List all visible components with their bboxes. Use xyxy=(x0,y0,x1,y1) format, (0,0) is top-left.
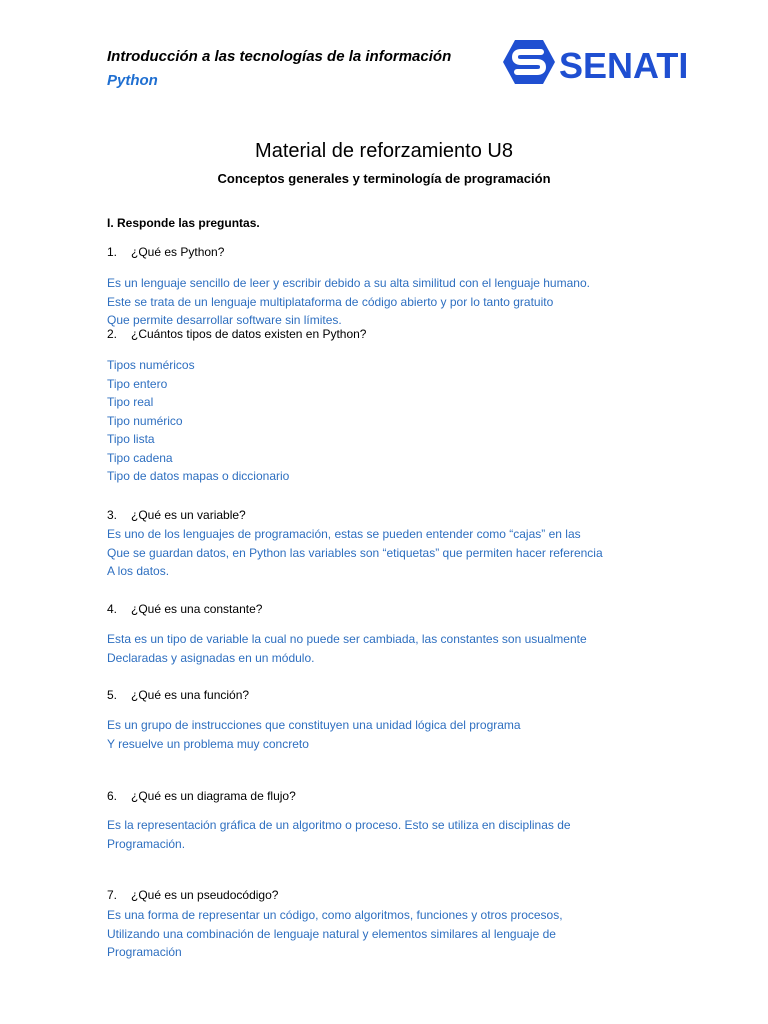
answer-line: Esta es un tipo de variable la cual no puede ser cambiada, las constantes son usualmente xyxy=(107,632,587,646)
answer-line: Es un grupo de instrucciones que constituyen una unidad lógica del programa xyxy=(107,718,521,732)
senati-logo xyxy=(501,38,691,90)
question-text: ¿Qué es una constante? xyxy=(131,602,263,616)
question-4 xyxy=(107,602,262,616)
question-3 xyxy=(107,508,246,522)
subject-title: Python xyxy=(107,72,158,89)
answer-line: Es una forma de representar un código, como algoritmos, funciones y otros procesos, xyxy=(107,908,563,922)
question-1 xyxy=(107,245,224,259)
answer-line: Utilizando una combinación de lenguaje natural y elementos similares al lenguaje de xyxy=(107,926,556,941)
question-7 xyxy=(107,888,278,902)
answer-line: Que se guardan datos, en Python las variables son “etiquetas” que permiten hacer referencia xyxy=(107,545,603,560)
answer-line: Este se trata de un lenguaje multiplataforma de código abierto y por lo tanto gratuito xyxy=(107,294,554,309)
question-6 xyxy=(107,789,296,803)
course-title: Introducción a las tecnologías de la información xyxy=(107,48,452,65)
answer-line: Y resuelve un problema muy concreto xyxy=(107,736,309,751)
question-5 xyxy=(107,688,249,702)
page-title: Material de reforzamiento U8 xyxy=(255,140,513,162)
answer-line: Tipo cadena xyxy=(107,450,173,465)
answer-1 xyxy=(107,274,590,330)
page-subtitle: Conceptos generales y terminología de programación xyxy=(217,171,551,186)
question-number: 7. xyxy=(107,888,118,902)
answer-3 xyxy=(107,525,603,581)
answer-line: Tipo lista xyxy=(107,432,155,446)
question-text: ¿Qué es un variable? xyxy=(131,508,246,522)
answer-6 xyxy=(107,816,571,853)
question-2 xyxy=(107,327,366,341)
answer-line: Tipo numérico xyxy=(107,413,183,428)
answer-line: Tipo entero xyxy=(107,376,168,391)
question-text: ¿Qué es un pseudocódigo? xyxy=(131,888,279,902)
answer-line: Tipo real xyxy=(107,395,154,409)
answer-5 xyxy=(107,716,521,753)
question-text: ¿Qué es Python? xyxy=(131,245,225,259)
answer-7 xyxy=(107,906,563,962)
question-number: 4. xyxy=(107,602,118,616)
answer-2 xyxy=(107,356,289,486)
question-number: 6. xyxy=(107,789,118,803)
answer-line: Tipos numéricos xyxy=(107,358,195,372)
question-text: ¿Qué es una función? xyxy=(131,688,250,702)
answer-line: Tipo de datos mapas o diccionario xyxy=(107,469,290,483)
question-number: 2. xyxy=(107,327,118,341)
question-number: 5. xyxy=(107,688,118,702)
question-text: ¿Qué es un diagrama de flujo? xyxy=(131,789,296,803)
answer-line: A los datos. xyxy=(107,564,170,578)
answer-line: Que permite desarrollar software sin límites. xyxy=(107,313,342,327)
question-number: 3. xyxy=(107,508,118,522)
answer-line: Programación. xyxy=(107,836,186,851)
question-text: ¿Cuántos tipos de datos existen en Python? xyxy=(131,327,367,341)
answer-4 xyxy=(107,630,587,667)
logo-text: SENATI xyxy=(559,45,689,86)
answer-line: Declaradas y asignadas en un módulo. xyxy=(107,650,315,665)
answer-line: Es un lenguaje sencillo de leer y escribir debido a su alta similitud con el lenguaje humano. xyxy=(107,276,590,290)
question-number: 1. xyxy=(107,245,118,259)
answer-line: Es uno de los lenguajes de programación, estas se pueden entender como “cajas” en las xyxy=(107,527,581,541)
answer-line: Programación xyxy=(107,945,182,959)
answer-line: Es la representación gráfica de un algoritmo o proceso. Esto se utiliza en disciplinas de xyxy=(107,818,571,832)
section-heading: I. Responde las preguntas. xyxy=(107,216,260,230)
